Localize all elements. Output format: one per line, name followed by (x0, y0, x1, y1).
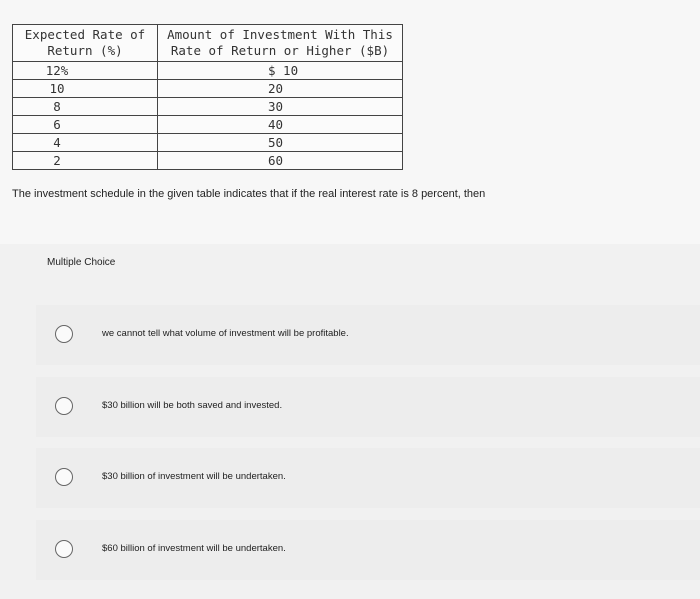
table-row (13, 98, 403, 116)
question-text: The investment schedule in the given table indicates that if the real interest rate is 8 percent, then (12, 188, 486, 200)
table-header-row (13, 25, 403, 62)
answer-option-3[interactable] (36, 448, 700, 508)
table-row (13, 62, 403, 80)
amount-cell: 40 (158, 116, 403, 134)
header-expected-rate-line2: Return (%) (47, 43, 123, 58)
radio-button[interactable] (55, 468, 73, 486)
option-text: $60 billion of investment will be undertaken. (102, 543, 286, 554)
header-investment-amount (158, 25, 403, 62)
rate-cell: 10 (13, 80, 158, 98)
radio-button[interactable] (55, 397, 73, 415)
header-investment-line2: Rate of Return or Higher ($B) (170, 43, 390, 58)
investment-schedule-table (12, 24, 403, 170)
amount-cell: 50 (158, 134, 403, 152)
header-investment-line1: Amount of Investment With This (167, 27, 393, 42)
option-text: we cannot tell what volume of investment will be profitable. (102, 328, 349, 339)
header-expected-rate-line1: Expected Rate of (24, 27, 146, 42)
table-row (13, 152, 403, 170)
option-text: $30 billion of investment will be undertaken. (102, 471, 286, 482)
table-row (13, 116, 403, 134)
answer-option-2[interactable] (36, 377, 700, 437)
amount-cell: 20 (158, 80, 403, 98)
rate-cell: 2 (13, 152, 158, 170)
option-text: $30 billion will be both saved and invested. (102, 400, 283, 411)
amount-cell: 60 (158, 152, 403, 170)
multiple-choice-label: Multiple Choice (47, 257, 116, 268)
rate-cell: 12% (13, 62, 158, 80)
amount-cell: $ 10 (158, 62, 403, 80)
header-expected-rate (13, 25, 158, 62)
amount-cell: 30 (158, 98, 403, 116)
radio-button[interactable] (55, 540, 73, 558)
rate-cell: 4 (13, 134, 158, 152)
radio-button[interactable] (55, 325, 73, 343)
table-row (13, 134, 403, 152)
rate-cell: 8 (13, 98, 158, 116)
answer-option-4[interactable] (36, 520, 700, 580)
answer-option-1[interactable] (36, 305, 700, 365)
table-row (13, 80, 403, 98)
rate-cell: 6 (13, 116, 158, 134)
